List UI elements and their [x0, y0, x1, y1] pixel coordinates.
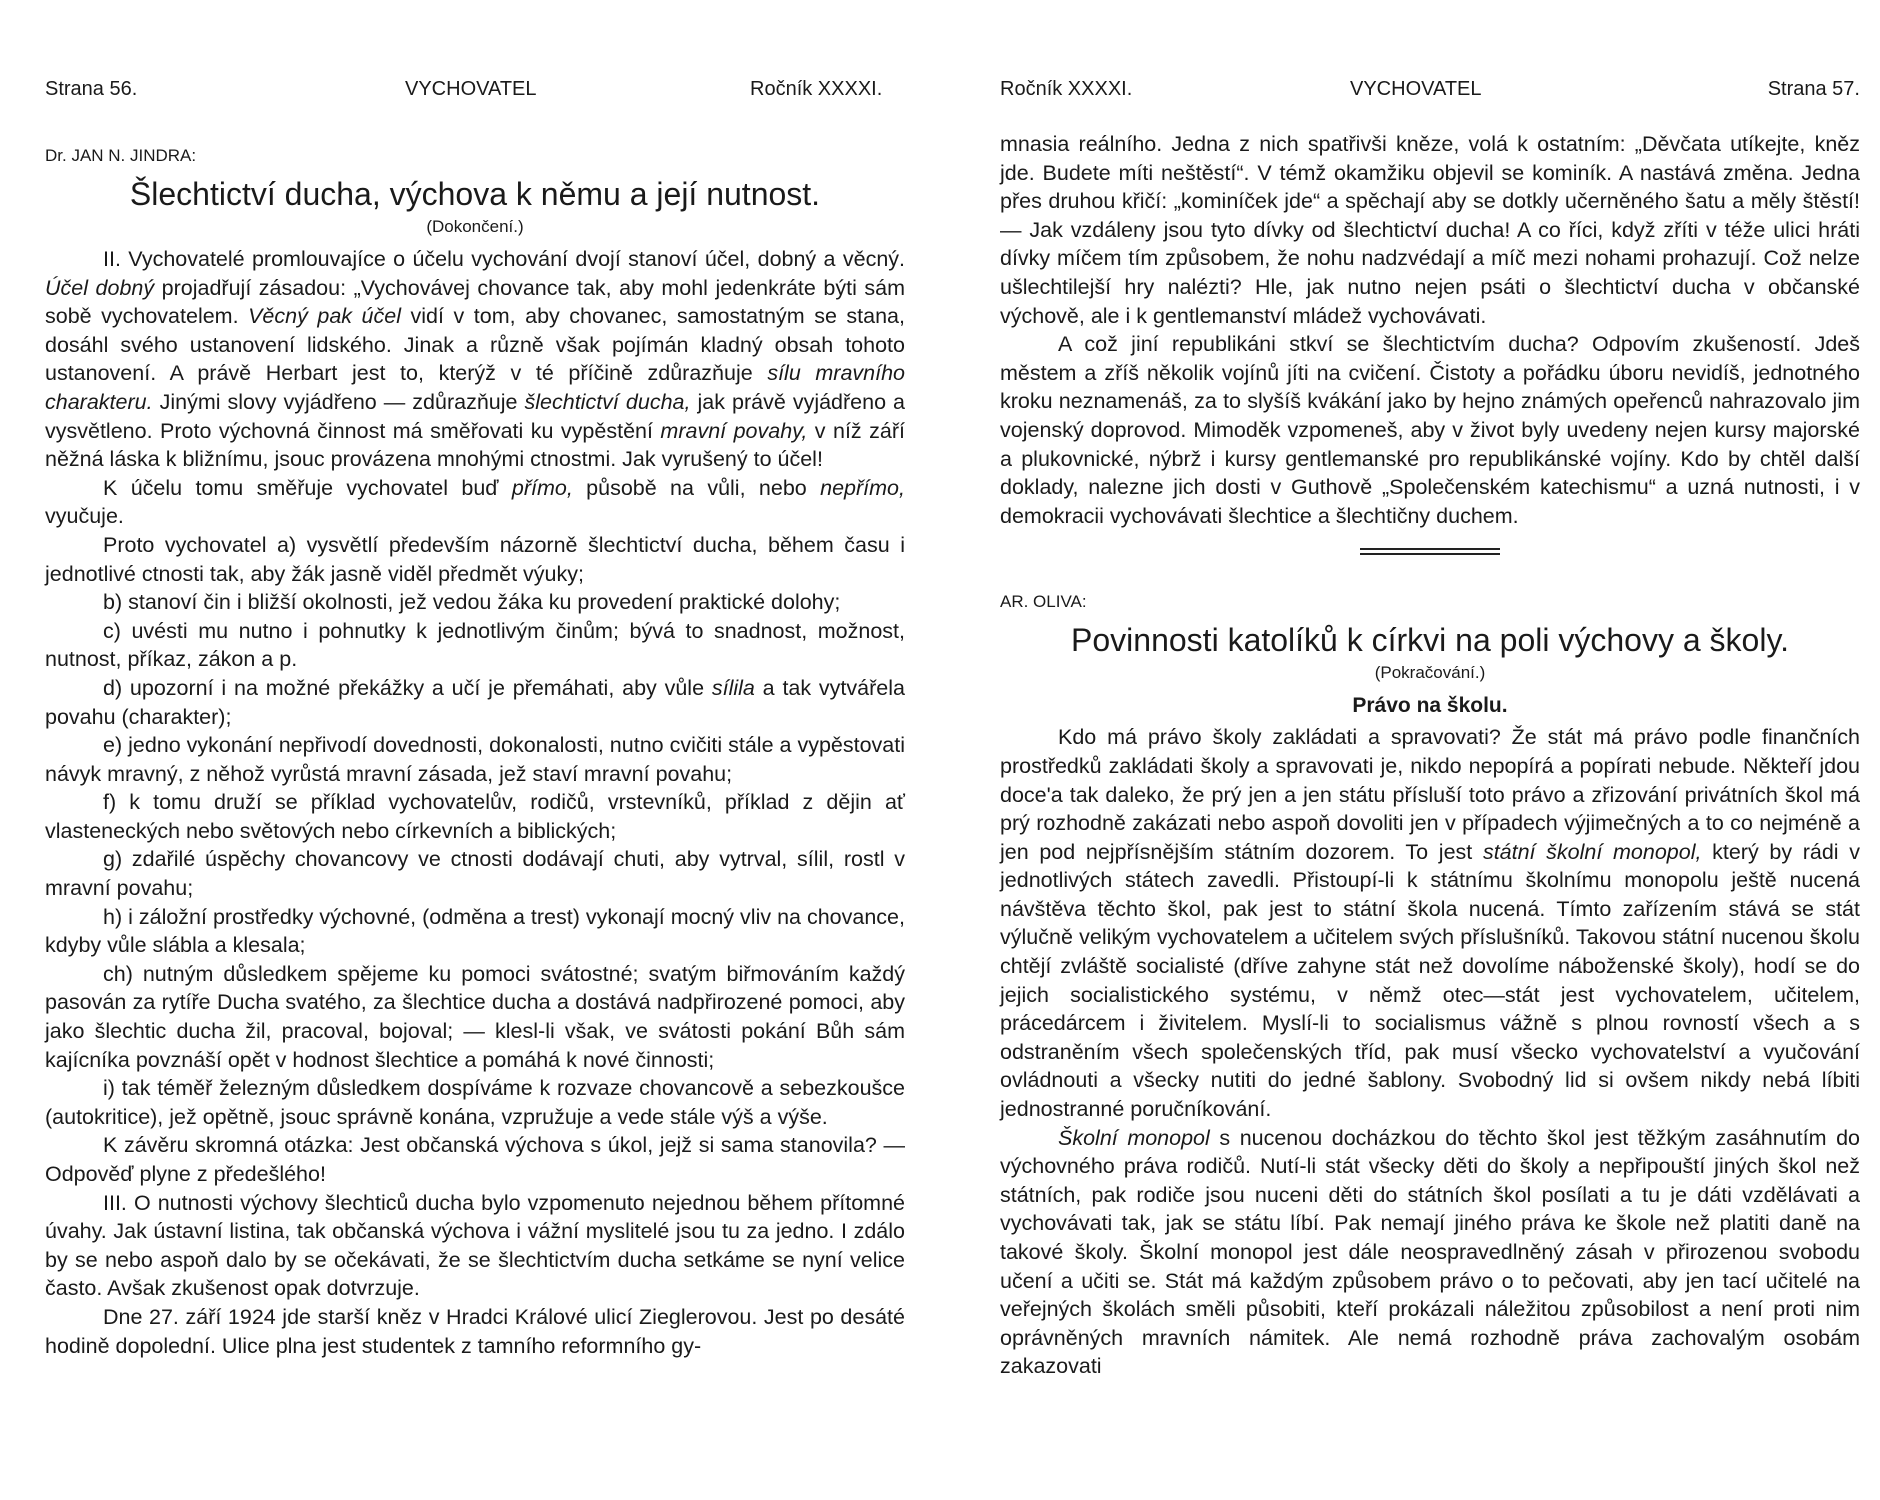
- paragraph: A což jiní republikáni stkví se šlechtictvím ducha? Odpovím zkušeností. Jdeš městem a zříš několik vojínů jíti na cvičení. Čistoty a pořádku úboru nevidíš, jednotného kroku neznamenáš, za to slyšíš kvákání jako by hejno známých opeřenců nahrazovalo jim vojenský doprovod. Mimoděk vzpomeneš, aby v život byly uvedeny nejen kursy majorské a plukovnické, nýbrž i kursy gentlemanské pro republikánské vojíny. Kdo by chtěl další doklady, nalezne jich dosti v Guthově „Společenském katechismu“ a uzná nutnosti, i v demokracii vychovávati šlechtice a šlechtičny duchem.: [1000, 332, 1860, 528]
- list-item: b) stanoví čin i bližší okolnosti, jež vedou žáka ku provedení praktické dolohy;: [103, 590, 841, 615]
- paragraph: III. O nutnosti výchovy šlechticů ducha bylo vzpomenuto nejednou během přítomné úvahy. Jak ústavní listina, tak občanská výchova i vážní myslitelé jsou tu za jedno. I zdálo by se nebo aspoň dalo by se očekávati, že se šlechtictvím ducha setkáme se nyní velice často. Avšak zkušenost opak dotvrzuje.: [45, 1190, 905, 1301]
- article1-subtitle: (Dokončení.): [426, 217, 524, 236]
- article2-author: AR. OLIVA:: [1000, 592, 1087, 612]
- article1-author: Dr. JAN N. JINDRA:: [45, 146, 197, 165]
- section-heading: Právo na školu.: [1352, 694, 1508, 718]
- list-item: h) i záložní prostředky výchovné, (odměna a trest) vykonají mocný vliv na chovance, kdyby vůle slábla a klesala;: [45, 904, 905, 958]
- article2-title: Povinnosti katolíků k církvi na poli výchovy a školy.: [1071, 622, 1789, 659]
- right-running-header: [1000, 78, 1860, 104]
- left-journal-name: VYCHOVATEL: [405, 78, 537, 100]
- paragraph: K účelu tomu směřuje vychovatel buď přímo, působě na vůli, nebo nepřímo, vyučuje.: [45, 475, 905, 529]
- list-item: f) k tomu druží se příklad vychovatelův, rodičů, vrstevníků, příklad z dějin ať vlastenеckých nebo světových nebo církevních a biblických;: [45, 790, 905, 843]
- left-body: [45, 143, 905, 1360]
- article1-title: Šlechtictví ducha, výchova k němu a její nutnost.: [129, 176, 821, 212]
- paragraph: Proto vychovatel a) vysvětlí především názorně šlechtictví ducha, během času i jednotlivé ctnosti tak, aby žák jasně viděl předmět výuky;: [45, 532, 905, 586]
- right-page-number: Strana 57.: [1767, 78, 1860, 100]
- left-page: [45, 0, 905, 1500]
- list-item: c) uvésti mu nutno i pohnutky k jednotlivým činům; bývá to snadnost, možnost, nutnost, příkaz, zákon a p.: [45, 618, 905, 672]
- paragraph: Kdo má právo školy zakládati a spravovati? Že stát má právo podle finančních prostředků zakládati školy a spravovati je, nikdo nepopírá a popírati nebude. Někteří jdou doce'a tak daleko, že prý jen a jen státu přísluší toto právo a zřizování privátních škol má prý rozhodně zakázati nebo aspoň dovoliti jen v případech výjimečných a to co nejméně a jen pod nejpřísnějším státním dozorem. To jest státní školní monopol, který by rádi v jednotlivých státech zavedli. Přistoupí-li k státnímu školnímu monopolu ještě nucená návštěva těchto škol, pak jest to státní škola nucená. Tímto zařízením stává se stát výlučně velikým vychovatelem a učitelem svých příslušníků. Takovou státní nucenou školu chtějí zvláště socialisté (dříve zahyne stát než dovolíme náboženské školy), hodí se do jejich socialistického systému, v němž otec—stát jest vychovatelem, učitelem, prácedárcem i živitelem. Myslí-li to socialismus vážně s plnou rovností všech a s odstraněním všech společenských tříd, pak musí všecko vychovatelství a vyučování ovládnouti a všecky nutiti do jedné šablony. Svobodný lid si ovšem nikdy nebá líbiti jednostranné poručníkování.: [1000, 725, 1860, 1122]
- paragraph: II. Vychovatelé promlouvajíce o účelu vychování dvojí stanoví účel, dobný a věcný. Účel dobný projadřují zásadou: „Vychovávej chovance tak, aby mohl jedenkráte býti sám sobě vychovatelem. Věcný pak účel vidí v tom, aby chovanec, samostatným se stana, dosáhl svého ustanovení lidského. Jinak a různě však pojímán kladný obsah tohoto ustanovení. A právě Herbart jest to, kterýž v té příčině zdůrazňuje sílu mravního charakteru. Jinými slovy vyjádřeno — zdůrazňuje šlechtictví ducha, jak právě vyjádřeno a vysvětleno. Proto výchovná činnost má směřovati ku vypěstění mravní povahy, v níž září něžná láska k bližnímu, jsouc provázena mnohými ctnostmi. Jak vyrušený to účel!: [45, 247, 906, 472]
- section-divider: [1360, 548, 1500, 555]
- paragraph: mnasia reálního. Jedna z nich spatřivši kněze, volá k ostatním: „Děvčata utíkejte, kněz jde. Budete míti neštěstí“. V témž okamžiku objevil se kominík. A nastává změna. Jedna přes druhou křičí: „kominíček jde“ a spěchají aby se dotkly učerněného šatu a měly štěstí! — Jak vzdáleny jsou tyto dívky od šlechtictví ducha! A co říci, když zříti v téže ulici hráti dívky míčem tím způsobem, že nohu nadzvédají a míč mezi nohami prohazují. Což nelze ušlechtilejší hry nalézti? Hle, jak nutno nejen psáti o šlechtictví ducha v občanské výchově, ale i k gentlemanství mládež vychovávati.: [1000, 132, 1860, 328]
- right-volume: Ročník XXXXI.: [1000, 78, 1133, 100]
- right-journal-name: VYCHOVATEL: [1350, 78, 1482, 100]
- paragraph: Školní monopol s nucenou docházkou do těchto škol jest těžkým zasáhnutím do výchovného práva rodičů. Nutí-li stát všecky děti do školy a nepřipouští jiných škol než státních, pak rodiče jsou nuceni děti do státních škol posílati a tu je dáti vzdělávati a vychovávati tak, jak se státu líbí. Pak nemají jiného práva ke škole než platiti daně na takové školy. Školní monopol jest dále neospravedlněný zásah v přirozenou svobodu učení a učiti se. Stát má každým způsobem právo o to pečovati, aby jen tací učitelé na veřejných školách směli působiti, kteří prokázali náležitou způsobilost a není proti nim oprávněných mravních námitek. Ale nemá rozhodně práva zachovalým osobám zakazovati: [1000, 1125, 1861, 1379]
- list-item: e) jedno vykonání nepřivodí dovednosti, dokonalosti, nutno cvičiti stále a vypěstovati návyk mravný, z něhož vyrůstá mravní zásada, jež staví mravní povahu;: [45, 733, 905, 786]
- paragraph: K závěru skromná otázka: Jest občanská výchova s úkol, jejž si sama stanovila? — Odpověď plyne z předešlého!: [45, 1133, 905, 1186]
- article2-subtitle: (Pokračování.): [1374, 663, 1486, 683]
- paragraph: Dne 27. září 1924 jde starší kněz v Hradci Králové ulicí Zieglerovou. Jest po desáté hodině dopolední. Ulice plna jest studentek z tamního reformního gy-: [45, 1304, 905, 1358]
- right-page: [1000, 0, 1860, 1500]
- list-item: i) tak téměř železným důsledkem dospíváme k rozvaze chovancově a sebezkoušce (autokritice), jež opětně, jsouc správně konána, vzpružuje a vede stále výš a výše.: [45, 1076, 905, 1129]
- left-page-number: Strana 56.: [45, 78, 138, 100]
- list-item: ch) nutným důsledkem spějeme ku pomoci svátostné; svatým biřmováním každý pasován za rytíře Ducha svatého, za šlechtice ducha a dostává nadpřirozené pomoci, aby jako šlechtic ducha žil, pracoval, bojoval; — klesl-li však, ve svátosti pokání Bůh sám kajícníka povznáší opět v hodnost šlechtice a pomáhá k nové činnosti;: [45, 961, 905, 1072]
- list-item: d) upozorní i na možné překážky a učí je přemáhati, aby vůle sílila a tak vytvářela povahu (charakter);: [45, 675, 905, 729]
- left-running-header: [45, 78, 905, 104]
- right-body: [1000, 130, 1860, 1381]
- list-item: g) zdařilé úspěchy chovancovy ve ctnosti dodávají chuti, aby vytrval, sílil, rostl v mravní povahu;: [45, 847, 905, 901]
- left-volume: Ročník XXXXI.: [750, 78, 883, 100]
